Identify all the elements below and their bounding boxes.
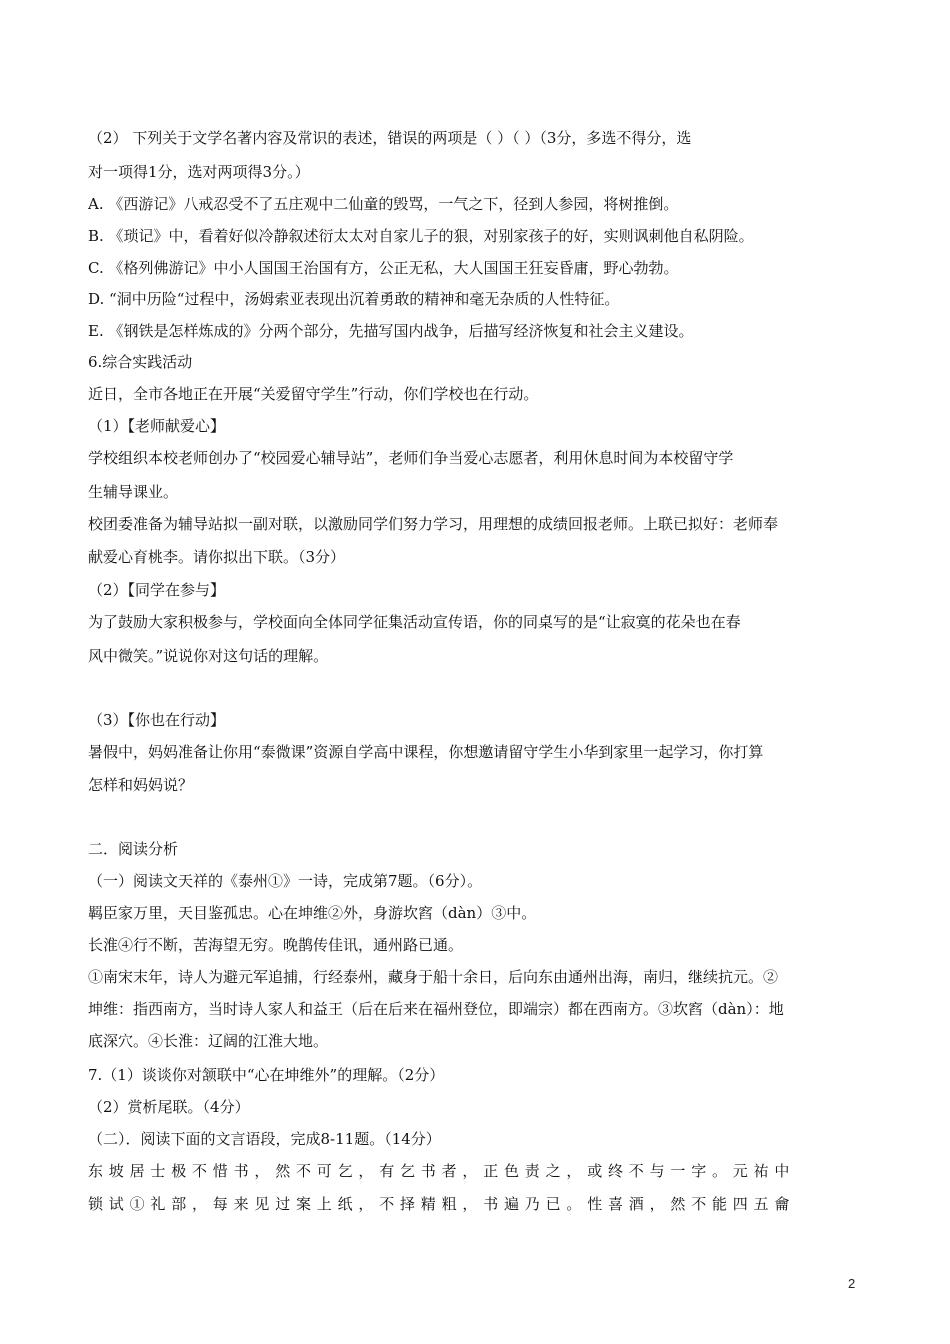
poem-notes-line-1: ①南宋末年，诗人为避元军追捕，行经泰州，藏身于船十余日，后向东由通州出海，南归，继续抗元。② xyxy=(88,968,779,986)
mother-task-line-1: 暑假中，妈妈准备让你用“泰微课”资源自学高中课程，你想邀请留守学生小华到家里一起学习，你打算 xyxy=(88,743,764,761)
page-number: 2 xyxy=(848,1276,856,1291)
section-6-heading: 6.综合实践活动 xyxy=(88,353,193,371)
poem-line-1: 羁臣家万里，天目鉴孤忠。心在坤维②外，身游坎窞（dàn）③中。 xyxy=(88,904,537,922)
activity-introduction: 近日，全市各地正在开展“关爱留守学生”行动，你们学校也在行动。 xyxy=(88,385,539,403)
question-7-1: 7.（1）谈谈你对颔联中“心在坤维外”的理解。（2分） xyxy=(88,1066,445,1084)
question-5-2-scoring: 对一项得1分，选对两项得3分。） xyxy=(88,163,310,181)
poem-instruction: （一）阅读文天祥的《泰州①》一诗，完成第7题。（6分）。 xyxy=(88,872,483,890)
option-c: C. 《格列佛游记》中小人国国王治国有方，公正无私，大人国国王狂妄昏庸，野心勃勃。 xyxy=(88,259,679,277)
poem-line-2: 长淮④行不断，苦海望无穷。晚鹊传佳讯，通州路已通。 xyxy=(88,936,464,954)
activity-part-2-heading: （2）【同学在参与】 xyxy=(88,581,226,599)
option-a: A. 《西游记》八戒忍受不了五庄观中二仙童的毁骂，一气之下，径到人参园，将树推倒。 xyxy=(88,195,679,213)
teacher-paragraph-line-2: 生辅导课业。 xyxy=(88,483,179,501)
classical-text-line-2: 锁试①礼部，每来见过案上纸，不择精粗，书遍乃已。性喜酒，然不能四五龠 xyxy=(88,1195,796,1213)
couplet-task-line-2: 献爱心育桃李。请你拟出下联。（3分） xyxy=(88,548,346,566)
classical-text-line-1: 东坡居士极不惜书，然不可乞，有乞书者，正色责之，或终不与一字。元祐中 xyxy=(88,1162,796,1180)
option-d: D. “洞中历险“过程中，汤姆索亚表现出沉着勇敢的精神和毫无杂质的人性特征。 xyxy=(88,290,620,308)
activity-part-1-heading: （1）【老师献爱心】 xyxy=(88,417,226,435)
poem-notes-line-3: 底深穴。④长淮：辽阔的江淮大地。 xyxy=(88,1032,329,1050)
question-7-2: （2）赏析尾联。（4分） xyxy=(88,1098,250,1116)
option-b: B. 《琐记》中，看着好似冷静叙述衍太太对自家儿子的狠，对别家孩子的好，实则讽刺他自私阴险。 xyxy=(88,227,754,245)
classical-text-instruction: （二）．阅读下面的文言语段，完成8-11题。（14分） xyxy=(88,1130,441,1148)
poem-notes-line-2: 坤维：指西南方，当时诗人家人和益王（后在后来在福州登位，即端宗）都在西南方。③坎窞（dàn）：地 xyxy=(88,1000,784,1018)
teacher-paragraph-line-1: 学校组织本校老师创办了“校园爱心辅导站”，老师们争当爱心志愿者，利用休息时间为本校留守学 xyxy=(88,449,734,467)
slogan-task-line-1: 为了鼓励大家积极参与，学校面向全体同学征集活动宣传语，你的同桌写的是“让寂寞的花朵也在春 xyxy=(88,613,741,631)
couplet-task-line-1: 校团委准备为辅导站拟一副对联，以激励同学们努力学习，用理想的成绩回报老师。上联已拟好：老师奉 xyxy=(88,515,779,533)
option-e: E. 《钢铁是怎样炼成的》分两个部分，先描写国内战争，后描写经济恢复和社会主义建设。 xyxy=(88,322,694,340)
slogan-task-line-2: 风中微笑。”说说你对这句话的理解。 xyxy=(88,647,329,665)
question-5-2-prompt: （2） 下列关于文学名著内容及常识的表述，错误的两项是（ ）（ ）（3分，多选不得分，选 xyxy=(88,129,692,147)
mother-task-line-2: 怎样和妈妈说？ xyxy=(88,776,194,794)
reading-section-heading: 二．阅读分析 xyxy=(88,840,179,858)
activity-part-3-heading: （3）【你也在行动】 xyxy=(88,711,226,729)
